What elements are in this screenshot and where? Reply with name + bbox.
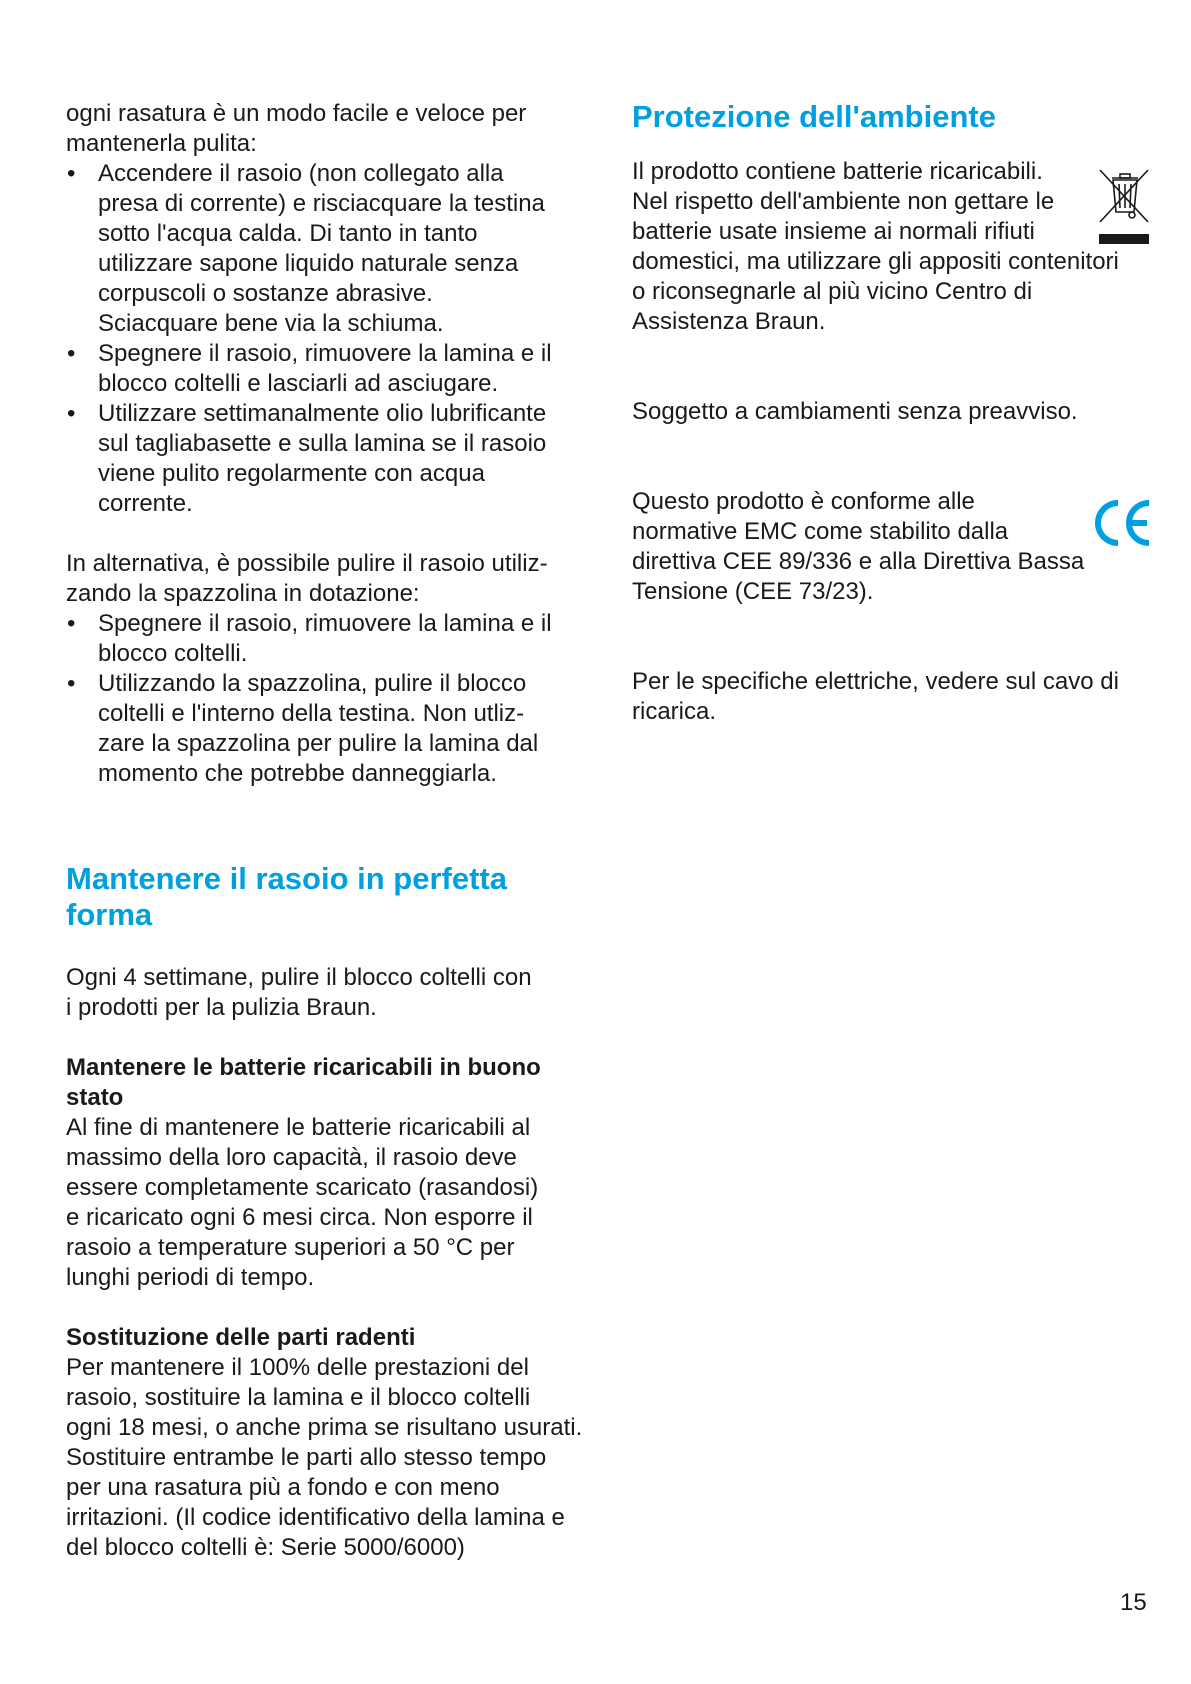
list-item: • Spegnere il rasoio, rimuovere la lamina e il blocco coltelli e lasciarli ad asciugare. (66, 339, 596, 399)
left-column (66, 99, 596, 1563)
battery-subtitle: Mantenere le batterie ricaricabili in buono stato (66, 1054, 541, 1111)
cleaning-steps-list (66, 159, 596, 519)
list-item: • Spegnere il rasoio, rimuovere la lamina e il blocco coltelli. (66, 609, 596, 669)
replacement-subtitle: Sostituzione delle parti radenti (66, 1324, 416, 1351)
ce-mark-icon (1092, 497, 1154, 549)
list-item: • Utilizzare settimanalmente olio lubrificante sul tagliabasette e sulla lamina se il rasoio viene pulito regolarmente con acqua corrente. (66, 399, 596, 519)
brush-steps-list (66, 609, 596, 789)
list-item: • Utilizzando la spazzolina, pulire il blocco coltelli e l'interno della testina. Non utliz- zare la spazzolina per pulire la lamina dal momento che potrebbe danneggiarla. (66, 669, 596, 789)
electrical-paragraph: Per le specifiche elettriche, vedere sul cavo di ricarica. (632, 668, 1119, 725)
maintenance-paragraph: Ogni 4 settimane, pulire il blocco coltelli con i prodotti per la pulizia Braun. (66, 964, 532, 1021)
notice-paragraph: Soggetto a cambiamenti senza preavviso. (632, 398, 1078, 425)
intro-paragraph: ogni rasatura è un modo facile e veloce per mantenerla pulita: (66, 100, 527, 157)
alternative-paragraph: In alternativa, è possibile pulire il rasoio utiliz- zando la spazzolina in dotazione: (66, 550, 548, 607)
crossed-out-wheelie-bin-icon (1097, 166, 1151, 246)
list-item: • Accendere il rasoio (non collegato alla presa di corrente) e risciacquare la testina sotto l'acqua calda. Di tanto in tanto utilizzare sapone liquido naturale senza corpuscoli o sostanze abrasive. Sciacquare bene via la schiuma. (66, 159, 596, 339)
page-number: 15 (1120, 1589, 1147, 1616)
right-column (632, 99, 1157, 727)
battery-paragraph: Al fine di mantenere le batterie ricaricabili al massimo della loro capacità, il rasoio deve essere completamente scaricato (rasandosi) e ricaricato ogni 6 mesi circa. Non esporre il rasoio a temperature superiori a 50 °C per lunghi periodi di tempo. (66, 1114, 539, 1291)
section-title-environment: Protezione dell'ambiente (632, 99, 996, 134)
section-title-maintenance: Mantenere il rasoio in perfetta forma (66, 861, 507, 932)
environment-paragraph: Il prodotto contiene batterie ricaricabili. Nel rispetto dell'ambiente non gettare le batterie usate insieme ai normali rifiuti domestici, ma utilizzare gli appositi contenitori o riconsegnarle al più vicino Centro di Assistenza Braun. (632, 158, 1119, 335)
replacement-paragraph: Per mantenere il 100% delle prestazioni del rasoio, sostituire la lamina e il blocco coltelli ogni 18 mesi, o anche prima se risultano usurati. Sostituire entrambe le parti allo stesso tempo per una rasatura più a fondo e con meno irritazioni. (Il codice identificativo della lamina e del blocco coltelli è: Serie 5000/6000) (66, 1354, 583, 1561)
conformity-paragraph: Questo prodotto è conforme alle normative EMC come stabilito dalla direttiva CEE 89/336 e alla Direttiva Bassa Tensione (CEE 73/23). (632, 488, 1085, 605)
